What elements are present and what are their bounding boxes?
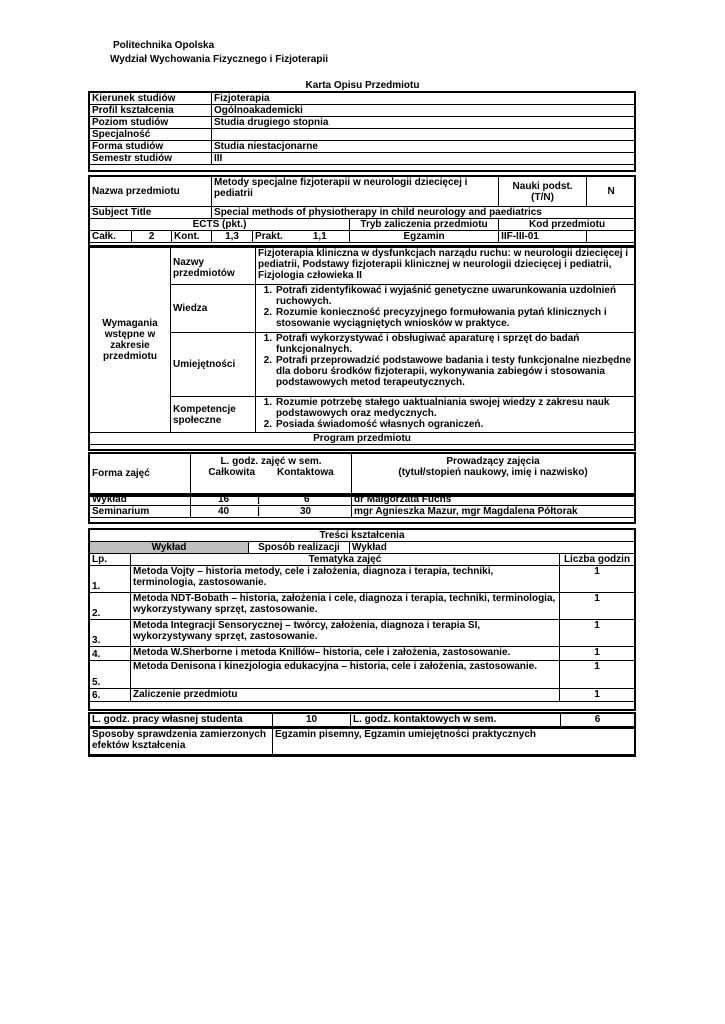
- wiedza-item: Rozumie konieczność precyzyjnego formułowania pytań klinicznych i stosowanie wyciągniętych wniosków w praktyce.: [276, 307, 607, 329]
- wlasna-value: 10: [273, 714, 351, 727]
- prow-cell: dr Małgorzata Fuchs: [352, 494, 635, 506]
- topic-cell: Metoda Integracji Sensorycznej – twórcy, założenia, diagnoza i terapia SI, wykorzystywany sprzęt, zastosowanie.: [131, 620, 560, 647]
- sposoby-label: Sposoby sprawdzenia zamierzonych efektów kształcenia: [90, 729, 273, 755]
- hours-cell: 1: [560, 689, 635, 702]
- kont-label: Kont.: [172, 231, 212, 243]
- kod-label: Kod przedmiotu: [499, 219, 636, 231]
- info-value: Ogólnoakademicki: [212, 105, 635, 117]
- topic-cell: Zaliczenie przedmiotu: [131, 689, 560, 702]
- info-label: Semestr studiów: [90, 153, 212, 165]
- lp-cell: 4.: [90, 647, 131, 661]
- lp-cell: 5.: [90, 661, 131, 689]
- info-value: [212, 129, 635, 141]
- table-row: [90, 689, 635, 702]
- calk-value: 2: [132, 231, 172, 243]
- kontaktowa-label: Kontaktowa: [277, 467, 334, 478]
- umiejetnosci-item: Potrafi wykorzystywać i obsługiwać aparaturę i sprzęt do badań funkcjonalnych.: [276, 333, 580, 355]
- lp-label: Lp.: [90, 554, 131, 566]
- info-table: [89, 92, 635, 165]
- requirements-table: [89, 247, 635, 445]
- kontakt-label: L. godz. kontaktowych w sem.: [351, 714, 561, 727]
- umiejetnosci-label: Umiejętności: [171, 333, 256, 397]
- calk-label: Całk.: [90, 231, 132, 243]
- godz-header: [191, 454, 352, 494]
- card-title: Karta Opisu Przedmiotu: [305, 80, 420, 91]
- nazwy-label: Nazwy przedmiotów: [171, 248, 256, 285]
- sposoby-value: Egzamin pisemny, Egzamin umiejętności praktycznych: [273, 729, 635, 755]
- godz-label: L. godz. zajęć w sem.: [220, 456, 322, 467]
- sep-cell: |: [257, 506, 260, 517]
- subject-name-label: Nazwa przedmiotu: [90, 177, 212, 207]
- info-value: Studia drugiego stopnia: [212, 117, 635, 129]
- godz-cell: [191, 506, 352, 518]
- umiejetnosci-item: Potrafi przeprowadzić podstawowe badania i testy funkcjonalne niezbędne dla doboru środków fizjoterapii, wykonywania zabiegów i stosowania podstawowych metod terapeutycznych.: [276, 355, 632, 388]
- calk-cell: 16: [218, 494, 230, 505]
- kont-cell: 6: [303, 494, 310, 505]
- kompetencje-item: Rozumie potrzebę stałego uaktualniania swojej wiedzy z zakresu nauk podstawowych oraz medycznych.: [276, 397, 610, 419]
- hours-cell: 1: [560, 593, 635, 620]
- nauki-label: Nauki podst. (T/N): [499, 177, 587, 207]
- calk-cell: 40: [218, 506, 230, 517]
- umiejetnosci-list: [256, 333, 635, 397]
- footer-table: [89, 713, 635, 727]
- info-label: Poziom studiów: [90, 117, 212, 129]
- table-row: [90, 647, 635, 661]
- kompetencje-item: Posiada świadomość własnych ograniczeń.: [276, 419, 484, 430]
- lp-cell: 2.: [90, 593, 131, 620]
- info-label: Profil kształcenia: [90, 105, 212, 117]
- godz-cell: [191, 494, 352, 506]
- kontakt-value: 6: [561, 714, 635, 727]
- topic-cell: Metoda W.Sherborne i metoda Knillów– historia, cele i założenia, zastosowanie.: [131, 647, 560, 661]
- list-item: 1. Rozumie potrzebę stałego uaktualniania swojej wiedzy z zakresu nauk podstawowych oraz medycznych.: [258, 397, 632, 419]
- info-label: Kierunek studiów: [90, 93, 212, 105]
- hours-cell: 1: [560, 566, 635, 593]
- tryb-label: Tryb zaliczenia przedmiotu: [350, 219, 499, 231]
- table-row: [90, 620, 635, 647]
- table-row: [90, 661, 635, 689]
- kod-value: IIF-III-01: [499, 231, 587, 243]
- ects-label: ECTS (pkt.): [90, 219, 350, 231]
- table-row: [90, 566, 635, 593]
- list-item: 2. Rozumie konieczność precyzyjnego formułowania pytań klinicznych i stosowanie wyciągniętych wniosków w praktyce.: [258, 307, 632, 329]
- list-item: 1. Potrafi zidentyfikować i wyjaśnić genetyczne uwarunkowania uzdolnień ruchowych.: [258, 285, 632, 307]
- lp-cell: 3.: [90, 620, 131, 647]
- wiedza-item: Potrafi zidentyfikować i wyjaśnić genetyczne uwarunkowania uzdolnień ruchowych.: [276, 285, 617, 307]
- prakt-cell: [253, 231, 350, 243]
- prowadzacy-header: [352, 454, 635, 494]
- subject-title-value: Special methods of physiotherapy in child neurology and paediatrics: [212, 207, 636, 219]
- requirements-label: Wymagania wstępne w zakresie przedmiotu: [90, 248, 171, 433]
- liczba-label: Liczba godzin: [560, 554, 635, 566]
- wlasna-label: L. godz. pracy własnej studenta: [90, 714, 273, 727]
- info-value: Studia niestacjonarne: [212, 141, 635, 153]
- wiedza-list: [256, 285, 635, 333]
- prakt-value: 1,1: [312, 231, 327, 242]
- wiedza-label: Wiedza: [171, 285, 256, 333]
- tryb-value: Egzamin: [350, 231, 499, 243]
- godz-sub: [193, 467, 349, 478]
- sep-cell: |: [257, 494, 260, 505]
- calkowita-label: Całkowita: [208, 467, 256, 478]
- sposoby-table: [89, 728, 635, 755]
- table-row: [90, 506, 635, 518]
- topic-cell: Metoda NDT-Bobath – historia, założenia i cele, diagnoza i terapia, techniki, terminologia, wykorzystywany sprzęt, zastosowanie.: [131, 593, 560, 620]
- forma-label: Forma zajęć: [90, 454, 191, 494]
- forma-cell: Seminarium: [90, 506, 191, 518]
- sposob-label: Sposób realizacji: [249, 542, 350, 554]
- lp-cell: 6.: [90, 689, 131, 702]
- program-table: [89, 453, 635, 518]
- info-value: III: [212, 153, 635, 165]
- hours-cell: 1: [560, 661, 635, 689]
- list-item: 2. Posiada świadomość własnych ograniczeń.: [263, 419, 484, 430]
- program-label: Program przedmiotu: [90, 433, 635, 445]
- content-table: [89, 529, 635, 702]
- forma-cell: Wykład: [90, 494, 191, 506]
- info-label: Specjalność: [90, 129, 212, 141]
- hours-cell: 1: [560, 647, 635, 661]
- sposob-value: Wykład: [350, 542, 635, 554]
- tematyka-label: Tematyka zajęć: [131, 554, 560, 566]
- prowadzacy-sub: (tytuł/stopień naukowy, imię i nazwisko): [398, 467, 588, 478]
- nazwy-value: Fizjoterapia kliniczna w dysfunkcjach narządu ruchu: w neurologii dziecięcej i pediatrii, Podstawy fizjoterapii klinicznej w neurologii dziecięcej i pediatrii, Fizjologia człowieka II: [256, 248, 635, 285]
- hours-cell: 1: [560, 620, 635, 647]
- kompetencje-label: Kompetencje społeczne: [171, 397, 256, 433]
- lp-cell: 1.: [90, 566, 131, 593]
- nauki-value: N: [587, 177, 636, 207]
- info-value: Fizjoterapia: [212, 93, 635, 105]
- university-name: Politechnika Opolska: [113, 40, 215, 51]
- topic-cell: Metoda Vojty – historia metody, cele i założenia, diagnoza i terapia, techniki, terminologia, zastosowanie.: [131, 566, 560, 593]
- prakt-label: Prakt.: [255, 231, 283, 242]
- faculty-name: Wydział Wychowania Fizycznego i Fizjoterapii: [110, 54, 329, 65]
- table-row: [90, 494, 635, 506]
- content-label: Treści kształcenia: [90, 530, 635, 542]
- kod-extra: [587, 231, 636, 243]
- content-type-label: Wykład: [90, 542, 249, 554]
- prow-cell: mgr Agnieszka Mazur, mgr Magdalena Półtorak: [352, 506, 635, 518]
- table-row: [90, 593, 635, 620]
- subject-name-value: Metody specjalne fizjoterapii w neurologii dziecięcej i pediatrii: [212, 177, 499, 207]
- list-item: 1. Potrafi wykorzystywać i obsługiwać aparaturę i sprzęt do badań funkcjonalnych.: [258, 333, 632, 355]
- kompetencje-list: [256, 397, 635, 433]
- kont-value: 1,3: [212, 231, 253, 243]
- list-item: 2. Potrafi przeprowadzić podstawowe badania i testy funkcjonalne niezbędne dla doboru środków fizjoterapii, wykonywania zabiegów i stosowania podstawowych metod terapeutycznych.: [263, 355, 632, 388]
- kont-cell: 30: [299, 506, 312, 517]
- subject-title-label: Subject Title: [90, 207, 212, 219]
- topic-cell: Metoda Denisona i kinezjologia edukacyjna – historia, cele i założenia, zastosowanie.: [131, 661, 560, 689]
- info-label: Forma studiów: [90, 141, 212, 153]
- prowadzacy-label: Prowadzący zajęcia: [446, 456, 540, 467]
- subject-table: [89, 176, 636, 243]
